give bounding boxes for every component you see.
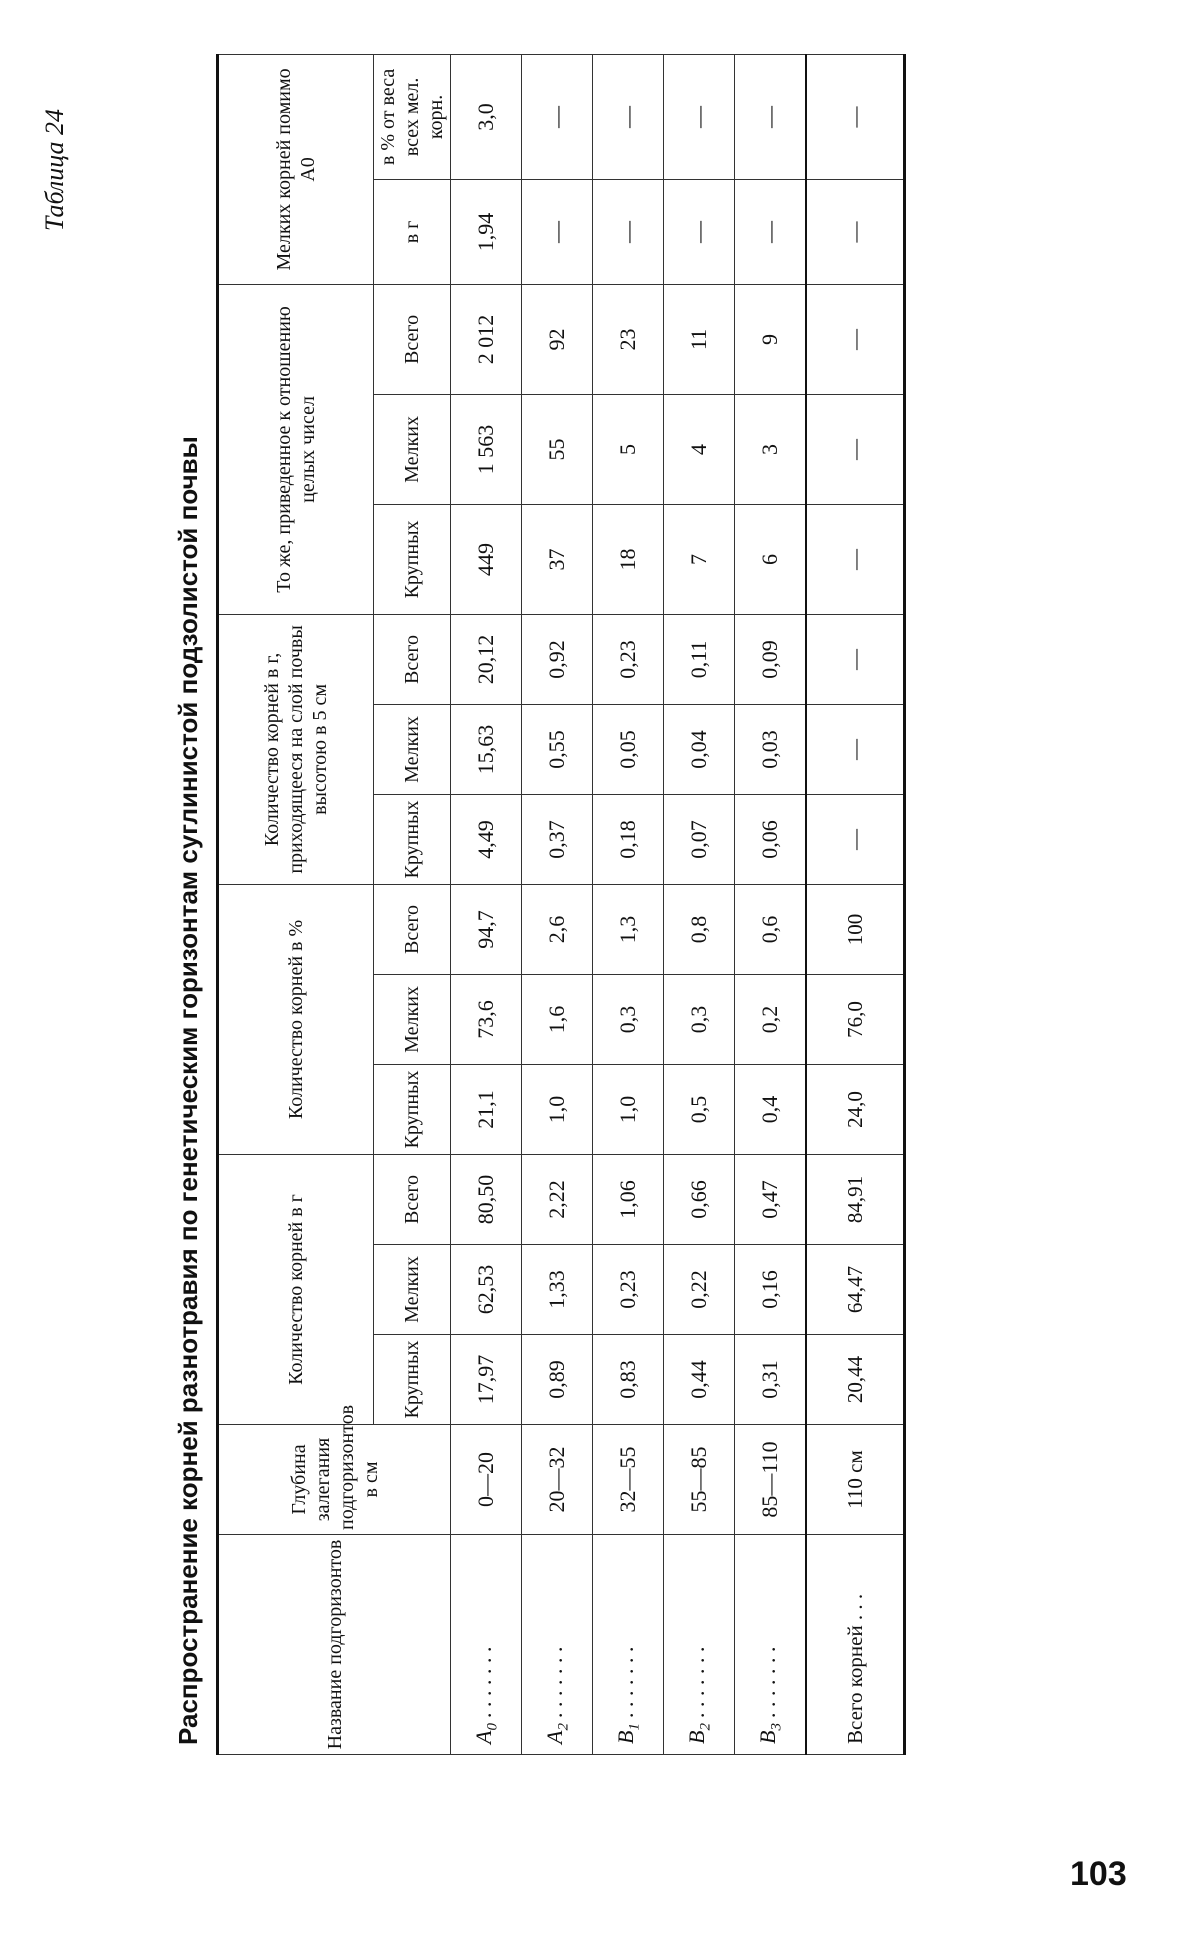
value-cell: 2,22 (522, 1154, 593, 1244)
horizon-name: $A_0$ . . . . . . . (451, 1535, 522, 1755)
value-cell: 0,23 (593, 1245, 664, 1335)
value-cell: 11 (664, 284, 735, 394)
value-cell: 1 563 (451, 394, 522, 504)
value-cell: 0,03 (735, 704, 807, 794)
value-cell: 2 012 (451, 284, 522, 394)
value-cell: — (806, 704, 905, 794)
value-cell: 0,23 (593, 614, 664, 704)
value-cell: 0,22 (664, 1245, 735, 1335)
value-cell: 0,31 (735, 1335, 807, 1425)
sub-small: Мелких (374, 1245, 451, 1335)
value-cell: — (593, 54, 664, 179)
value-cell: 0,16 (735, 1245, 807, 1335)
value-cell: 76,0 (806, 974, 905, 1064)
value-cell: — (522, 54, 593, 179)
header-row-groups (218, 54, 374, 1754)
value-cell: 64,47 (806, 1245, 905, 1335)
value-cell: 18 (593, 504, 664, 614)
value-cell: 0,66 (664, 1154, 735, 1244)
value-cell: 17,97 (451, 1335, 522, 1425)
value-cell: 0,3 (593, 974, 664, 1064)
horizon-name: $B_3$ . . . . . . . (735, 1535, 807, 1755)
rotated-page-content (160, 55, 1140, 1755)
value-cell: 1,33 (522, 1245, 593, 1335)
value-cell: — (806, 54, 905, 179)
value-cell: — (806, 284, 905, 394)
value-cell: 0,92 (522, 614, 593, 704)
sub-large: Крупных (374, 1064, 451, 1154)
value-cell: 1,94 (451, 179, 522, 284)
table-label-text: Таблица 24 (40, 108, 69, 232)
value-cell: 0,06 (735, 794, 807, 884)
value-cell: 5 (593, 394, 664, 504)
value-cell: — (806, 614, 905, 704)
value-cell: — (806, 504, 905, 614)
value-cell: 21,1 (451, 1064, 522, 1154)
value-cell: — (806, 394, 905, 504)
sub-total: Всего (374, 1154, 451, 1244)
value-cell: 0,47 (735, 1154, 807, 1244)
value-cell: 0,6 (735, 884, 807, 974)
page-number: 103 (1070, 1855, 1127, 1893)
value-cell: — (735, 54, 807, 179)
value-cell: 0,09 (735, 614, 807, 704)
table-row (451, 54, 522, 1754)
sub-total: Всего (374, 284, 451, 394)
value-cell: 1,6 (522, 974, 593, 1064)
value-cell: — (735, 179, 807, 284)
value-cell: 1,3 (593, 884, 664, 974)
value-cell: 4 (664, 394, 735, 504)
value-cell: 0,55 (522, 704, 593, 794)
value-cell: — (664, 54, 735, 179)
header-depth: Глубина залегания подгоризонтов в см (218, 1425, 451, 1535)
value-cell: 0,89 (522, 1335, 593, 1425)
value-cell: 0,5 (664, 1064, 735, 1154)
depth-cell: 0—20 (451, 1425, 522, 1535)
value-cell: 0,8 (664, 884, 735, 974)
value-cell: 1,0 (593, 1064, 664, 1154)
sub-small: Мелких (374, 394, 451, 504)
value-cell: 94,7 (451, 884, 522, 974)
depth-cell: 55—85 (664, 1425, 735, 1535)
value-cell: 449 (451, 504, 522, 614)
value-cell: — (664, 179, 735, 284)
value-cell: 4,49 (451, 794, 522, 884)
sub-total: Всего (374, 614, 451, 704)
horizon-name: $B_2$ . . . . . . . (664, 1535, 735, 1755)
value-cell: — (806, 794, 905, 884)
value-cell: 0,44 (664, 1335, 735, 1425)
value-cell: 37 (522, 504, 593, 614)
depth-cell: 85—110 (735, 1425, 807, 1535)
value-cell: 0,04 (664, 704, 735, 794)
depth-cell: 20—32 (522, 1425, 593, 1535)
value-cell: — (806, 179, 905, 284)
value-cell: 1,06 (593, 1154, 664, 1244)
table-row (593, 54, 664, 1754)
horizon-name: $B_1$ . . . . . . . (593, 1535, 664, 1755)
value-cell: — (522, 179, 593, 284)
value-cell: 100 (806, 884, 905, 974)
sub-large: Крупных (374, 504, 451, 614)
value-cell: 73,6 (451, 974, 522, 1064)
rotated-inner (160, 55, 1140, 1755)
value-cell: 6 (735, 504, 807, 614)
value-cell: 20,12 (451, 614, 522, 704)
table-row (522, 54, 593, 1754)
header-roots-per-5cm: Количество корней в г, приходящееся на слой почвы высотою в 5 см (218, 614, 374, 884)
header-fine-roots: Мелких корней помимо A0 (218, 54, 374, 284)
value-cell: 80,50 (451, 1154, 522, 1244)
table-title: Распространение корней разнотравия по генетическим горизонтам суглинистой подзолистой почвы (173, 436, 203, 1745)
sub-large: Крупных (374, 794, 451, 884)
value-cell: 55 (522, 394, 593, 504)
horizon-name: $A_2$ . . . . . . . (522, 1535, 593, 1755)
header-roots-percent: Количество корней в % (218, 884, 374, 1154)
sub-grams: в г (374, 179, 451, 284)
value-cell: 1,0 (522, 1064, 593, 1154)
value-cell: 0,37 (522, 794, 593, 884)
value-cell: 0,83 (593, 1335, 664, 1425)
value-cell: 92 (522, 284, 593, 394)
value-cell: 0,2 (735, 974, 807, 1064)
value-cell: 20,44 (806, 1335, 905, 1425)
value-cell: 23 (593, 284, 664, 394)
total-row (806, 54, 905, 1754)
value-cell: 15,63 (451, 704, 522, 794)
value-cell: 7 (664, 504, 735, 614)
sub-percent-of-fine: в % от веса всех мел. корн. (374, 54, 451, 179)
sub-small: Мелких (374, 974, 451, 1064)
value-cell: 24,0 (806, 1064, 905, 1154)
value-cell: 62,53 (451, 1245, 522, 1335)
sub-total: Всего (374, 884, 451, 974)
value-cell: 2,6 (522, 884, 593, 974)
table-row (664, 54, 735, 1754)
value-cell: 0,18 (593, 794, 664, 884)
header-name: Название подгоризонтов (218, 1535, 451, 1755)
value-cell: 84,91 (806, 1154, 905, 1244)
value-cell: 0,4 (735, 1064, 807, 1154)
value-cell: 0,3 (664, 974, 735, 1064)
total-label: Всего корней . . . (806, 1535, 905, 1755)
value-cell: 0,05 (593, 704, 664, 794)
header-roots-grams: Количество корней в г (218, 1154, 374, 1424)
depth-cell: 32—55 (593, 1425, 664, 1535)
value-cell: 0,11 (664, 614, 735, 704)
depth-cell: 110 см (806, 1425, 905, 1535)
sub-small: Мелких (374, 704, 451, 794)
value-cell: 3,0 (451, 54, 522, 179)
value-cell: 3 (735, 394, 807, 504)
table-row (735, 54, 807, 1754)
roots-distribution-table (216, 54, 906, 1755)
table-label (40, 60, 90, 280)
sub-large: Крупных (374, 1335, 451, 1425)
value-cell: 9 (735, 284, 807, 394)
value-cell: 0,07 (664, 794, 735, 884)
header-integer-ratio: То же, приведенное к отношению целых чисел (218, 284, 374, 614)
value-cell: — (593, 179, 664, 284)
